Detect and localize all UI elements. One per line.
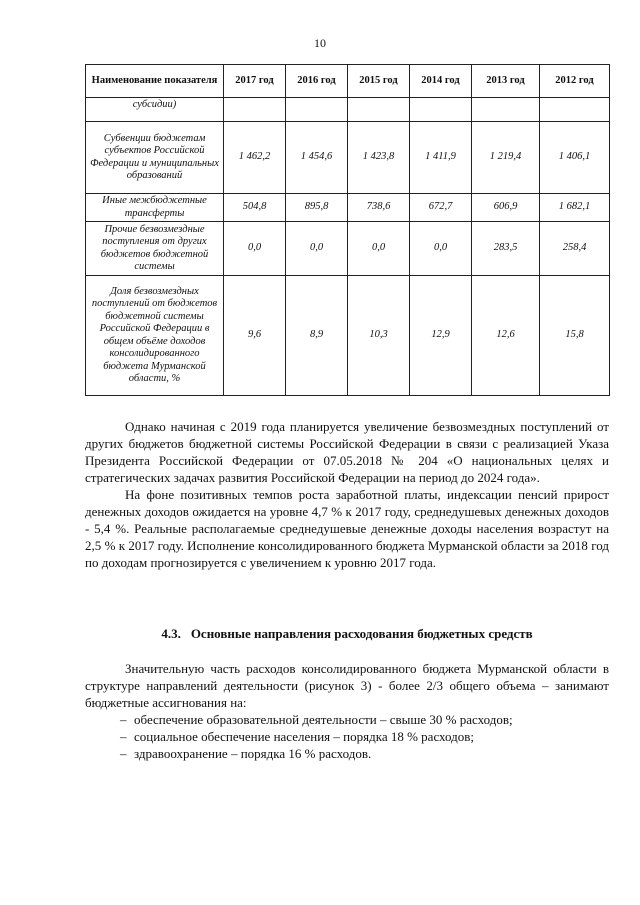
table-cell: [472, 98, 540, 122]
table-cell: 1 219,4: [472, 122, 540, 194]
table-cell: 895,8: [286, 194, 348, 222]
table-header-cell: 2017 год: [224, 65, 286, 98]
table-row: [86, 122, 610, 194]
row-label: Прочие безвозмездные поступления от других бюджетов бюджетной системы: [86, 222, 224, 276]
bullet-dash: –: [120, 729, 127, 744]
table-cell: 15,8: [540, 276, 610, 396]
table-cell: 0,0: [224, 222, 286, 276]
table-cell: 12,6: [472, 276, 540, 396]
table-cell: 738,6: [348, 194, 410, 222]
table-cell: 1 406,1: [540, 122, 610, 194]
table-cell: 1 423,8: [348, 122, 410, 194]
row-label: Доля безвозмездных поступлений от бюджетов бюджетной системы Российской Федерации в общем объёме доходов консолидированного бюджета Мурманской области, %: [86, 276, 224, 396]
section-heading: [85, 626, 609, 642]
table-cell: 10,3: [348, 276, 410, 396]
body-paragraphs: [85, 418, 609, 571]
table-cell: [286, 98, 348, 122]
table-cell: 8,9: [286, 276, 348, 396]
table-cell: 258,4: [540, 222, 610, 276]
budget-table: [85, 64, 610, 396]
bullet-dash: –: [120, 712, 127, 727]
section-number: 4.3.: [161, 626, 181, 641]
table-cell: [410, 98, 472, 122]
table-cell: 1 682,1: [540, 194, 610, 222]
list-item: [120, 711, 609, 728]
table-header-cell: 2012 год: [540, 65, 610, 98]
table-cell: 672,7: [410, 194, 472, 222]
table-cell: 504,8: [224, 194, 286, 222]
table-cell: 283,5: [472, 222, 540, 276]
bullet-list: [85, 711, 609, 762]
table-header-cell: 2016 год: [286, 65, 348, 98]
table-row: [86, 194, 610, 222]
list-item: [120, 728, 609, 745]
table-header-cell: Наименование показателя: [86, 65, 224, 98]
table-header-cell: 2013 год: [472, 65, 540, 98]
paragraph: Значительную часть расходов консолидированного бюджета Мурманской области в структуре направлений деятельности (рисунок 3) - более 2/3 общего объема – занимают бюджетные ассигнования на:: [85, 661, 609, 710]
row-label: Субвенции бюджетам субъектов Российской Федерации и муниципальных образований: [86, 122, 224, 194]
table-cell: 9,6: [224, 276, 286, 396]
table-cell: 1 462,2: [224, 122, 286, 194]
table-cell: 0,0: [410, 222, 472, 276]
table-cell: [224, 98, 286, 122]
list-item-text: обеспечение образовательной деятельности – свыше 30 % расходов;: [134, 712, 513, 727]
table-cell: 1 454,6: [286, 122, 348, 194]
table-cell: 0,0: [348, 222, 410, 276]
table-cell: 606,9: [472, 194, 540, 222]
table-row: [86, 276, 610, 396]
table-cell: 1 411,9: [410, 122, 472, 194]
page-number: 10: [314, 36, 326, 50]
table-cell: 0,0: [286, 222, 348, 276]
list-item-text: социальное обеспечение населения – порядка 18 % расходов;: [134, 729, 475, 744]
table-cell: [540, 98, 610, 122]
section-body: [85, 660, 609, 762]
table-header-row: [86, 65, 610, 98]
list-item-text: здравоохранение – порядка 16 % расходов.: [134, 746, 372, 761]
paragraph: На фоне позитивных темпов роста заработной платы, индексации пенсий прирост денежных доходов ожидается на уровне 4,7 % к 2017 году, среднедушевых денежных доходов - 5,4 %. Реальные располагаемые среднедушевые денежные доходы населения возрастут на 2,5 % к 2017 году. Исполнение консолидированного бюджета Мурманской области за 2018 год по доходам прогнозируется с увеличением к уровню 2017 года.: [85, 487, 609, 570]
table-cell: 12,9: [410, 276, 472, 396]
list-item: [120, 745, 609, 762]
row-label: субсидии): [86, 98, 224, 122]
table-header-cell: 2014 год: [410, 65, 472, 98]
section-title: Основные направления расходования бюджетных средств: [190, 626, 533, 641]
bullet-dash: –: [120, 746, 127, 761]
table-row: [86, 98, 610, 122]
table-cell: [348, 98, 410, 122]
table-row: [86, 222, 610, 276]
table-header-cell: 2015 год: [348, 65, 410, 98]
paragraph: Однако начиная с 2019 года планируется увеличение безвозмездных поступлений от других бюджетов бюджетной системы Российской Федерации в связи с реализацией Указа Президента Российской Федерации от 07.05.2018 № 204 «О национальных целях и стратегических задачах развития Российской Федерации на период до 2024 года».: [85, 419, 609, 485]
row-label: Иные межбюджетные трансферты: [86, 194, 224, 222]
